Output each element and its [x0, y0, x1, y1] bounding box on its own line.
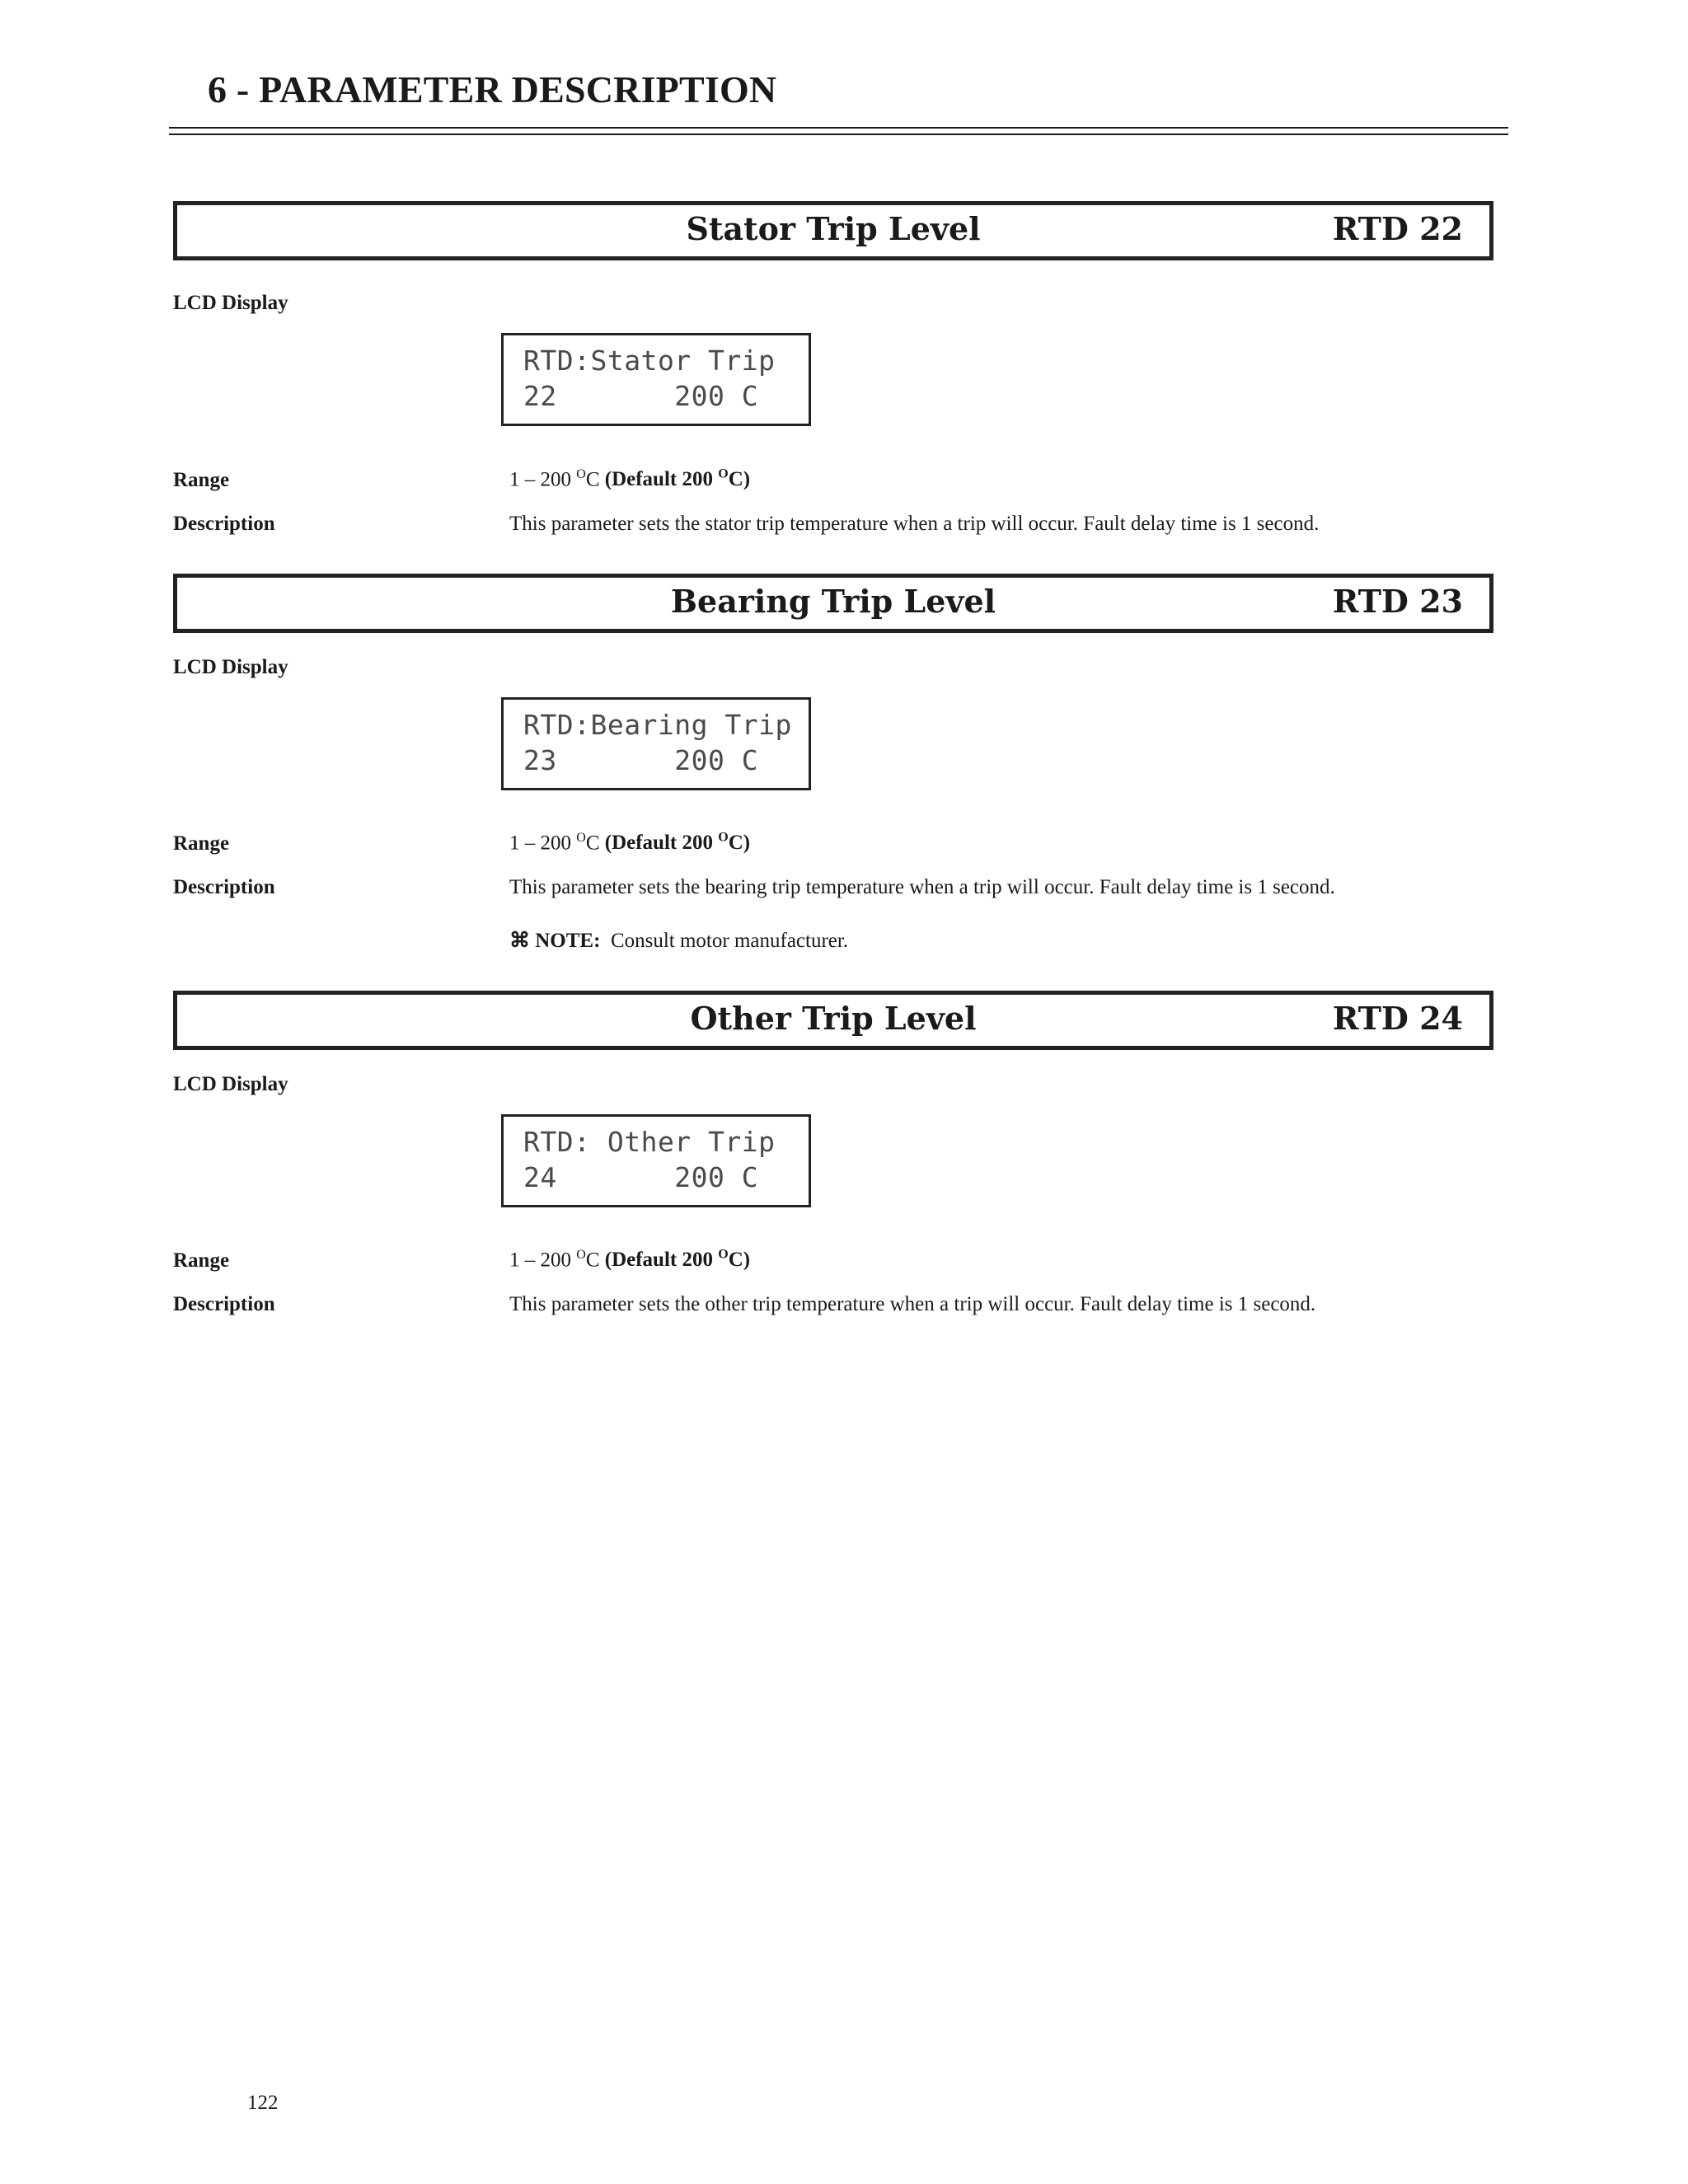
degree-symbol: O: [576, 467, 586, 481]
default-value: (Default 200: [604, 1249, 719, 1272]
range-min-max: 1 – 200: [509, 832, 577, 855]
lcd-line-1: RTD:Bearing Trip: [523, 709, 792, 741]
lcd-line-2: 23 200 C: [523, 744, 759, 776]
range-unit: C: [585, 832, 605, 855]
default-unit: C): [728, 1249, 751, 1272]
description-text: This parameter sets the other trip temperature when a trip will occur. Fault delay time is 1 second.: [509, 1293, 1316, 1315]
range-min-max: 1 – 200: [509, 1249, 577, 1272]
lcd-display: [501, 1114, 811, 1207]
section-code: RTD 24: [1332, 1000, 1463, 1037]
default-unit: C): [728, 468, 751, 491]
range-label: Range: [173, 832, 230, 855]
note-label: NOTE:: [535, 930, 601, 952]
section-header: [173, 574, 1493, 633]
lcd-display-label: LCD Display: [173, 1073, 288, 1095]
section-code: RTD 22: [1332, 210, 1463, 247]
lcd-display-label: LCD Display: [173, 656, 288, 678]
description-text: This parameter sets the stator trip temperature when a trip will occur. Fault delay time is 1 second.: [509, 513, 1320, 535]
section-title: Stator Trip Level: [686, 210, 981, 247]
description-label: Description: [173, 513, 275, 535]
range-min-max: 1 – 200: [509, 468, 577, 491]
note: [509, 928, 848, 953]
default-value: (Default 200: [604, 832, 719, 855]
range-label: Range: [173, 469, 230, 491]
degree-symbol: O: [576, 1248, 586, 1262]
lcd-line-2: 24 200 C: [523, 1161, 759, 1193]
degree-symbol: O: [718, 831, 729, 845]
command-key-icon: ⌘: [509, 930, 530, 952]
lcd-display: [501, 333, 811, 426]
degree-symbol: O: [718, 467, 729, 481]
range-unit: C: [585, 468, 605, 491]
title-rule-bottom: [169, 134, 1508, 135]
page-number: 122: [247, 2092, 279, 2114]
default-unit: C): [728, 832, 751, 855]
lcd-display-label: LCD Display: [173, 292, 288, 314]
section-header: [173, 991, 1493, 1050]
description-label: Description: [173, 1293, 275, 1315]
range-label: Range: [173, 1249, 230, 1272]
note-text: Consult motor manufacturer.: [610, 930, 849, 952]
default-value: (Default 200: [604, 468, 719, 491]
page-title: 6 - PARAMETER DESCRIPTION: [208, 68, 777, 110]
title-rule-top: [169, 127, 1508, 129]
range-unit: C: [585, 1249, 605, 1272]
section-title: Bearing Trip Level: [670, 583, 996, 620]
section-title: Other Trip Level: [690, 1000, 977, 1037]
degree-symbol: O: [576, 831, 586, 845]
range-value: [509, 1248, 750, 1272]
description-label: Description: [173, 876, 275, 898]
section-code: RTD 23: [1332, 583, 1463, 620]
section-header: [173, 201, 1493, 260]
lcd-line-1: RTD:Stator Trip: [523, 344, 776, 377]
lcd-line-2: 22 200 C: [523, 380, 759, 412]
range-value: [509, 831, 750, 855]
lcd-display: [501, 697, 811, 790]
description-text: This parameter sets the bearing trip temperature when a trip will occur. Fault delay time is 1 second.: [509, 876, 1335, 898]
range-value: [509, 467, 750, 491]
degree-symbol: O: [718, 1248, 729, 1262]
lcd-line-1: RTD: Other Trip: [523, 1126, 776, 1158]
